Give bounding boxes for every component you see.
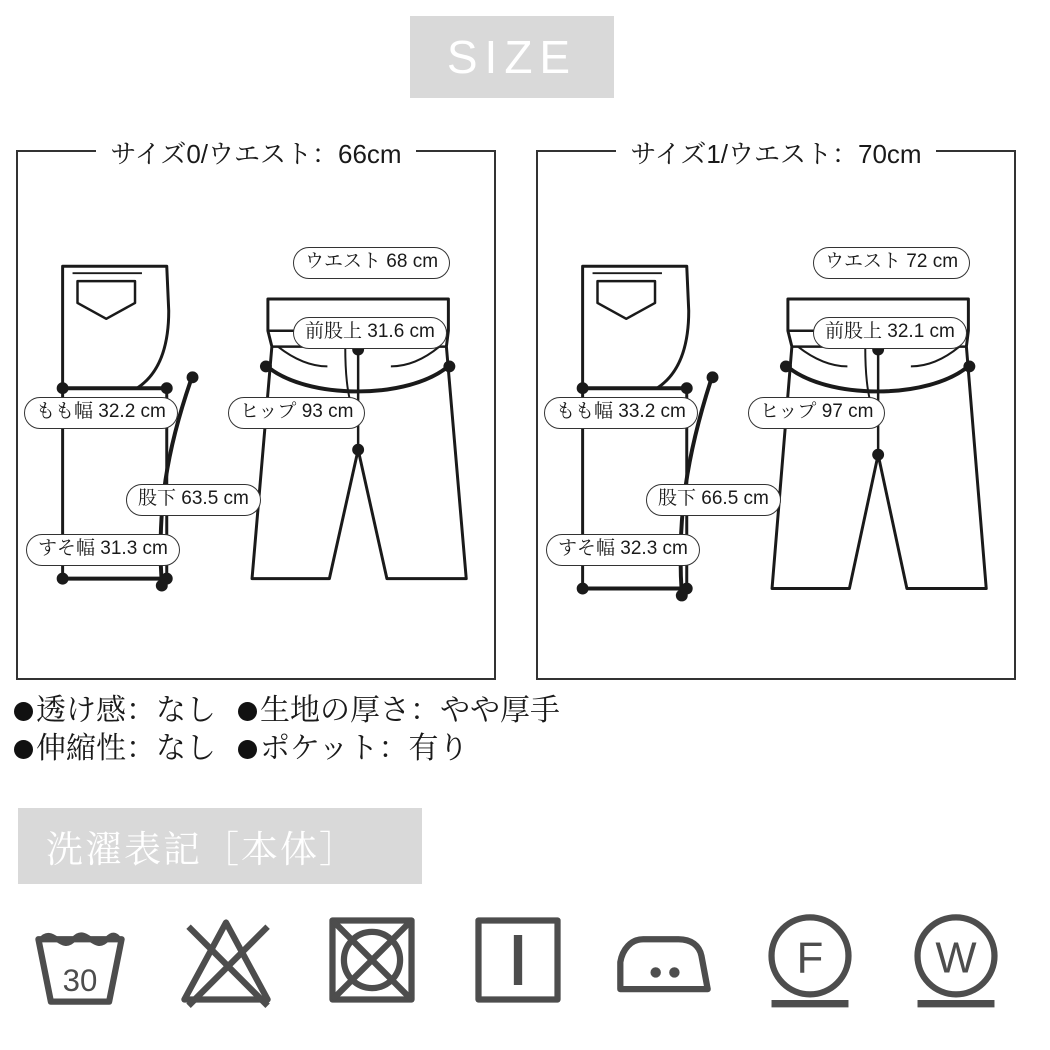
fact-stretch — [14, 730, 216, 768]
fact-thickness-label: 生地の厚さ：やや厚手 — [260, 694, 560, 727]
fabric-facts-row-1 — [14, 692, 1034, 730]
label-waist-0: ウエスト 68 cm — [293, 247, 450, 279]
bullet-dot-icon — [14, 740, 33, 759]
wash-care-banner — [18, 808, 422, 884]
label-waist-1: ウエスト 72 cm — [813, 247, 970, 279]
bullet-dot-icon — [238, 702, 257, 721]
size-panel-1-title: サイズ1/ウエスト：70cm — [616, 139, 935, 169]
label-hem-0: すそ幅 31.3 cm — [26, 534, 180, 566]
no-bleach-icon — [174, 908, 278, 1012]
dry-clean-f-value: F — [796, 933, 824, 983]
fabric-facts — [14, 692, 1034, 769]
care-icon-row — [28, 900, 1028, 1020]
wash-30-icon — [28, 908, 132, 1012]
fact-thickness — [238, 692, 560, 730]
label-hip-1: ヒップ 97 cm — [748, 397, 885, 429]
bullet-dot-icon — [238, 740, 257, 759]
size-banner — [410, 16, 614, 98]
size-banner-title: SIZE — [446, 31, 578, 83]
label-front-rise-1: 前股上 32.1 cm — [813, 317, 967, 349]
label-thigh-0: もも幅 32.2 cm — [24, 397, 178, 429]
fact-stretch-label: 伸縮性：なし — [36, 732, 216, 766]
wash-30-value: 30 — [62, 963, 98, 999]
fact-pocket — [238, 730, 469, 768]
label-hem-1: すそ幅 32.3 cm — [546, 534, 700, 566]
fact-sheerness-label: 透け感：なし — [36, 694, 216, 727]
bullet-dot-icon — [14, 702, 33, 721]
size-panel-0 — [16, 139, 496, 680]
wet-clean-w-icon — [904, 908, 1008, 1012]
label-front-rise-0: 前股上 31.6 cm — [293, 317, 447, 349]
label-hip-0: ヒップ 93 cm — [228, 397, 365, 429]
fact-sheerness — [14, 692, 216, 730]
line-dry-icon — [466, 908, 570, 1012]
size-panel-0-title: サイズ0/ウエスト：66cm — [96, 139, 415, 169]
wash-care-heading: 洗濯表記［本体］ — [46, 829, 358, 870]
fabric-facts-row-2 — [14, 730, 1034, 768]
wet-clean-w-value: W — [935, 933, 977, 983]
dry-clean-f-icon — [758, 908, 862, 1012]
iron-low-icon — [612, 908, 716, 1012]
fact-pocket-label: ポケット：有り — [260, 732, 469, 766]
label-thigh-1: もも幅 33.2 cm — [544, 397, 698, 429]
no-tumble-dry-icon — [320, 908, 424, 1012]
size-panel-1 — [536, 139, 1016, 680]
label-inseam-1: 股下 66.5 cm — [646, 484, 781, 516]
label-inseam-0: 股下 63.5 cm — [126, 484, 261, 516]
